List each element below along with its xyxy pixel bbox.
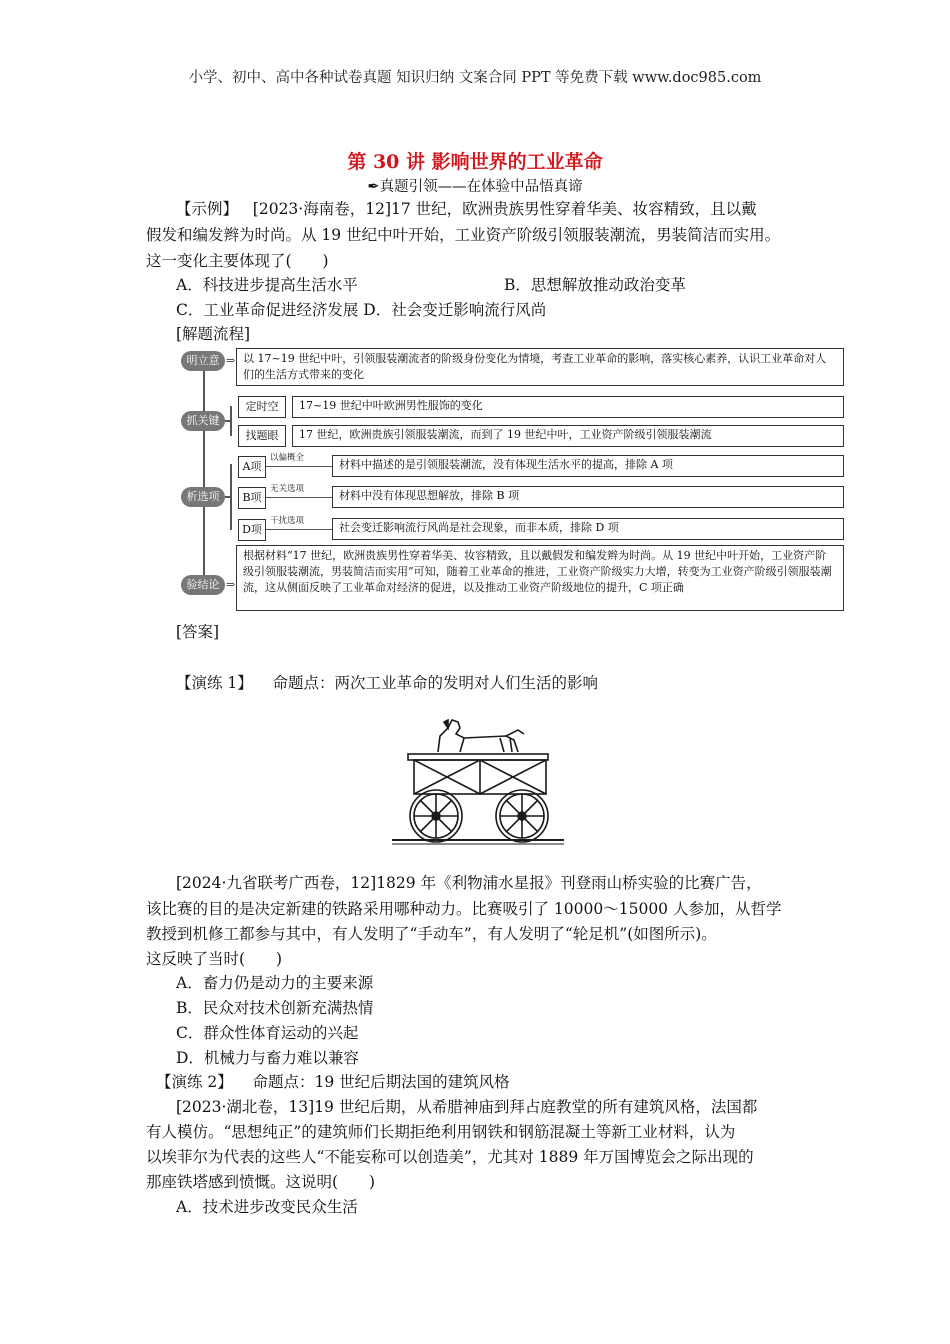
pen-icon: ✒	[367, 179, 380, 195]
drill1-option-d: D．机械力与畜力难以兼容	[176, 1049, 359, 1067]
drill1-line1: [2024·九省联考广西卷，12]1829 年《利物浦水星报》刊登雨山桥实验的比赛广告，	[176, 874, 762, 892]
flow-spine	[203, 371, 205, 585]
drill2-option-a: A．技术进步改变民众生活	[176, 1198, 358, 1216]
flow-branch2-tick	[225, 420, 231, 422]
front-wheel	[410, 790, 462, 842]
flow-label-a: A项	[238, 456, 266, 478]
page-subtitle: ✒真题引领——在体验中品悟真谛	[367, 179, 583, 195]
drill1-line3: 教授到机修工都参与其中，有人发明了“手动车”，有人发明了“轮足机”(如图所示)。	[146, 925, 717, 943]
example-label: 【示例】	[176, 200, 239, 218]
answer-label: [答案]	[176, 623, 220, 641]
flow-row-keypoint: 17 世纪，欧洲贵族引领服装潮流，而到了 19 世纪中叶，工业资产阶级引领服装潮流	[292, 425, 844, 447]
flow-row-a: 材料中描述的是引领服装潮流，没有体现生活水平的提高，排除 A 项	[332, 455, 844, 477]
drill1-label: 【演练 1】	[176, 674, 253, 692]
drill1-line2: 该比赛的目的是决定新建的铁路采用哪种动力。比赛吸引了 10000～15000 人参加，从哲学	[146, 900, 782, 918]
drill1-option-c: C．群众性体育运动的兴起	[176, 1024, 359, 1042]
option-c-d: C．工业革命促进经济发展 D．社会变迁影响流行风尚	[176, 301, 547, 319]
option-b: B．思想解放推动政治变革	[504, 276, 686, 294]
flow-branch3-tick	[225, 496, 231, 498]
flow-pill-step3: 析选项	[181, 487, 225, 507]
example-line2: 假发和编发辫为时尚。从 19 世纪中叶开始，工业资产阶级引领服装潮流，男装简洁而实用。	[146, 226, 781, 244]
flow-pill-step2: 抓关键	[181, 411, 225, 431]
page-header: 小学、初中、高中各种试卷真题 知识归纳 文案合同 PPT 等免费下载 www.doc985.com	[188, 70, 762, 86]
drill1-topic: 命题点：两次工业革命的发明对人们生活的影响	[272, 674, 599, 692]
drill1-heading	[176, 670, 598, 696]
flow-label-d: D项	[238, 519, 266, 541]
flow-tag-a: 以偏概全	[270, 453, 305, 463]
flow-label-keypoint: 找题眼	[238, 425, 286, 447]
rear-wheel	[496, 790, 548, 842]
flow-row-d: 社会变迁影响流行风尚是社会现象，而非本质，排除 D 项	[332, 518, 844, 540]
flow-connector-a	[266, 466, 332, 467]
flow-row-b: 材料中没有体现思想解放，排除 B 项	[332, 486, 844, 508]
drill2-heading	[156, 1069, 510, 1095]
drill1-option-a: A．畜力仍是动力的主要来源	[176, 974, 374, 992]
flow-pill-step1: 明立意	[181, 351, 225, 371]
arrow-icon: ⇒	[226, 354, 236, 367]
drill1-option-b: B．民众对技术创新充满热情	[176, 999, 374, 1017]
illustration-svg	[388, 712, 568, 852]
drill2-line2: 有人模仿。“思想纯正”的建筑师们长期拒绝利用钢铁和钢筋混凝土等新工业材料，认为	[146, 1123, 736, 1141]
drill2-line3: 以埃菲尔为代表的这些人“不能妄称可以创造美”，尤其对 1889 年万国博览会之际出现的	[146, 1148, 754, 1166]
flow-label-time: 定时空	[238, 396, 286, 418]
flow-connector-d	[266, 529, 332, 530]
process-label: [解题流程]	[176, 325, 251, 343]
option-a: A．科技进步提高生活水平	[176, 276, 358, 294]
flow-pill-step4: 验结论	[181, 575, 225, 595]
arrow-icon: ⇒	[226, 578, 236, 591]
drill1-line4: 这反映了当时( )	[146, 950, 283, 968]
example-line3: 这一变化主要体现了( )	[146, 252, 329, 270]
flow-tag-b: 无关选项	[270, 484, 305, 494]
flow-row-time: 17~19 世纪中叶欧洲男性服饰的变化	[292, 396, 844, 418]
flow-connector-b	[266, 497, 332, 498]
drill2-topic: 命题点：19 世纪后期法国的建筑风格	[252, 1073, 510, 1091]
page-title: 第 30 讲 影响世界的工业革命	[347, 151, 603, 173]
flow-tag-d: 干扰选项	[270, 516, 305, 526]
drill2-line1: [2023·湖北卷，13]19 世纪后期，从希腊神庙到拜占庭教堂的所有建筑风格，法国都	[176, 1098, 758, 1116]
flow-step1-box: 以 17~19 世纪中叶，引领服装潮流者的阶级身份变化为情境，考查工业革命的影响，落实核心素养，认识工业革命对人们的生活方式带来的变化	[236, 348, 844, 386]
flow-label-b: B项	[238, 487, 266, 509]
flow-step4-box: 根据材料“17 世纪，欧洲贵族男性穿着华美、妆容精致，且以戴假发和编发辫为时尚。从 19 世纪中叶开始，工业资产阶级引领服装潮流，男装简洁而实用”可知，随着工业革命的推进，工业资产阶级实力大增，转变为工业资产阶级引领服装潮流，这从侧面反映了工业革命对经济的促进，以及推动工业资产阶级地位的提升，C 项正确	[236, 545, 844, 611]
horse-rail-car-illustration	[388, 712, 568, 852]
drill2-label: 【演练 2】	[156, 1073, 233, 1091]
example-line1: 【示例】 [2023·海南卷，12]17 世纪，欧洲贵族男性穿着华美、妆容精致，且以戴	[176, 200, 757, 218]
drill2-line4: 那座铁塔感到愤慨。这说明( )	[146, 1173, 376, 1191]
